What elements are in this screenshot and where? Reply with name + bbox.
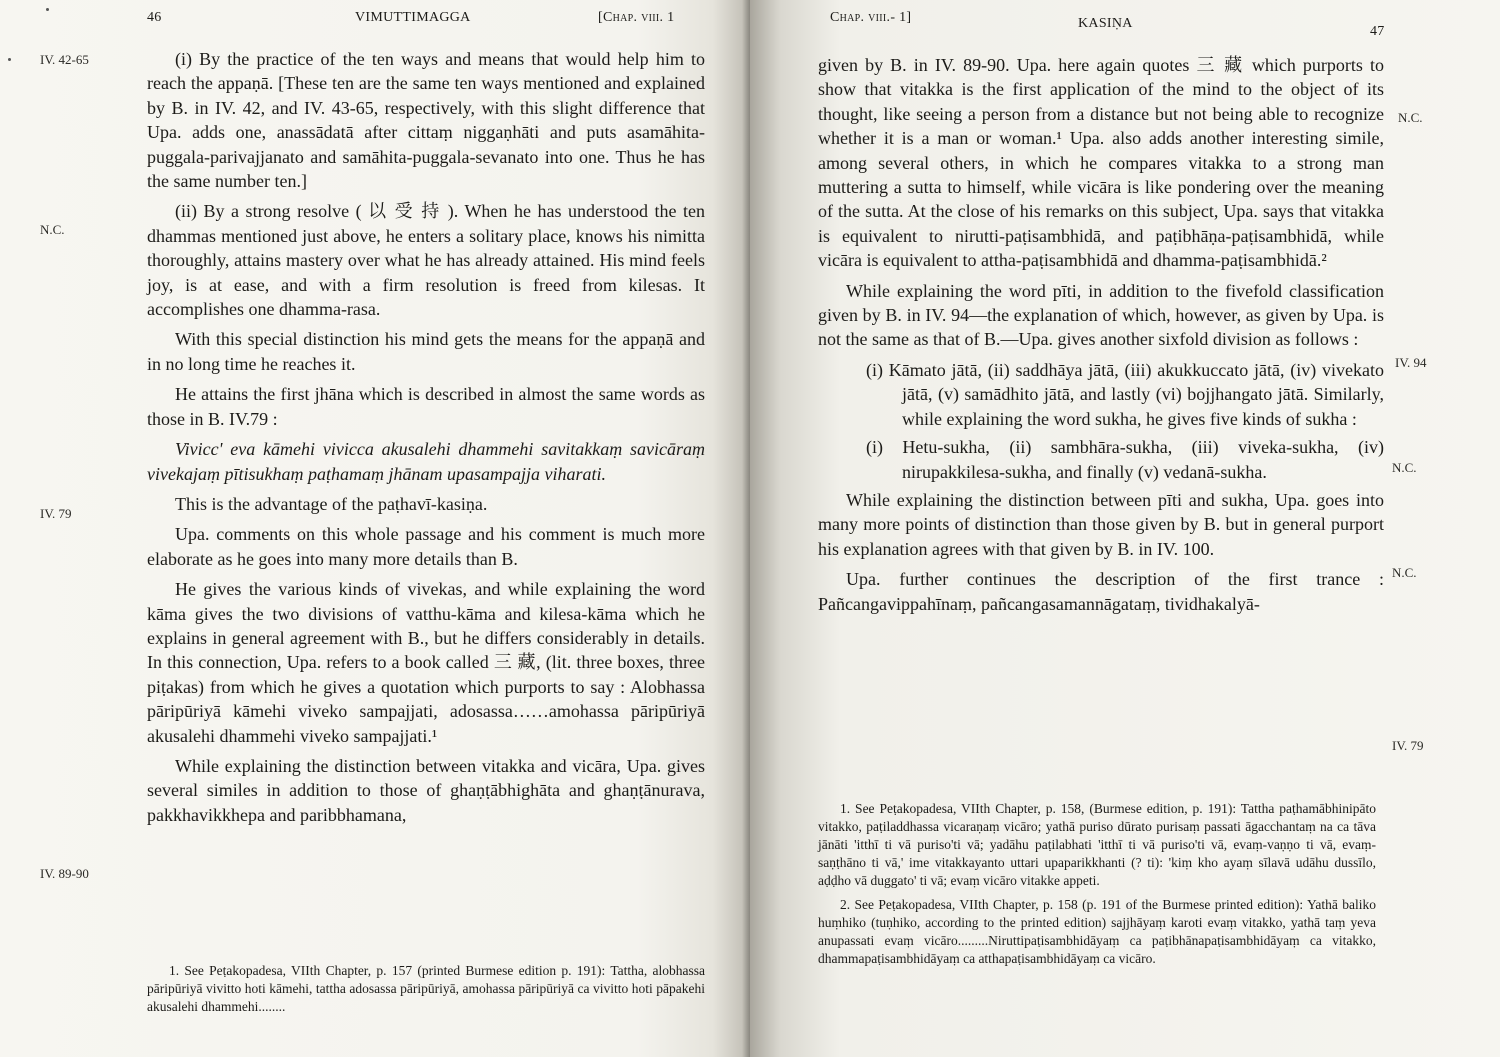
margin-note: N.C. xyxy=(1398,110,1423,125)
right-body-text xyxy=(818,53,1384,622)
page-speck xyxy=(8,58,11,61)
paragraph: While explaining the word pīti, in addition to the fivefold classification given by B. in IV. 94—the explanation of which, however, as given by Upa. is not the same as that of B.—Upa. gives another sixfold division as follows : xyxy=(818,280,1384,350)
list-paragraph: (i) Kāmato jātā, (ii) saddhāya jātā, (iii) akukkuccato jātā, (iv) vivekato jātā, (v) samādhito jātā, and lastly (vi) bojjhangato jātā. Similarly, while explaining the word sukha, he gives five kinds of sukha : xyxy=(866,359,1384,429)
margin-note: N.C. xyxy=(1392,460,1417,475)
right-running-chapter: Chap. viii.- 1] xyxy=(830,10,912,25)
margin-note: IV. 42-65 xyxy=(40,52,89,67)
paragraph: While explaining the distinction between vitakka and vicāra, Upa. gives several similes in addition to those of ghaṇṭābhighāta and ghaṇṭānurava, pakkhavikkhepa and paribbhamana, xyxy=(147,755,705,825)
left-page-number: 46 xyxy=(147,10,162,25)
paragraph: (ii) By a strong resolve ( 以 受 持 ). When he has understood the ten dhammas mentioned just above, he enters a solitary place, knows his nimitta thoroughly, attains mastery over what he has already attained. His mind feels joy, is at ease, and with a firm resolution is freed from kilesas. It accomplishes one dhamma-rasa. xyxy=(147,201,705,320)
right-page-number: 47 xyxy=(1370,24,1385,39)
margin-note: IV. 79 xyxy=(40,506,72,521)
paragraph: While explaining the distinction between pīti and sukha, Upa. goes into many more points of distinction than those given by B. but in general purport his explanation agrees with that given by B. in IV. 100. xyxy=(818,489,1384,559)
left-running-title: VIMUTTIMAGGA xyxy=(355,10,471,25)
paragraph: Upa. comments on this whole passage and his comment is much more elaborate as he goes into many more details than B. xyxy=(147,524,705,569)
paragraph: He gives the various kinds of vivekas, and while explaining the word kāma gives the two divisions of vatthu-kāma and kilesa-kāma which he explains in general agreement with B., but he differs considerably in details. In this connection, Upa. refers to a book called 三 藏, (lit. three boxes, three piṭakas) from which he gives a quotation which purports to say : Alobhassa pāripūriyā kāmehi viveko sampajjati, adosassa……amohassa pāripūriyā akusalehi dhammehi viveko sampajjati.¹ xyxy=(147,579,705,746)
footnote: 1. See Peṭakopadesa, VIIth Chapter, p. 157 (printed Burmese edition p. 191): Tattha, alobhassa pāripūriyā vivitto hoti kāmehi, tattha adosassa pāripūriyā, amohassa pāripūriyā ca vivitto hoti pāpakehi akusalehi dhammehi........ xyxy=(147,963,705,1014)
list-paragraph: (i) Hetu-sukha, (ii) sambhāra-sukha, (iii) viveka-sukha, (iv) nirupakkilesa-sukha, and finally (v) vedanā-sukha. xyxy=(866,437,1384,482)
paragraph: This is the advantage of the paṭhavī-kasiṇa. xyxy=(175,493,488,514)
right-running-title: KASIṆA xyxy=(1078,16,1133,31)
page-speck xyxy=(46,8,49,11)
left-body-text xyxy=(147,47,705,833)
paragraph: Upa. further continues the description of the first trance : Pañcangavippahīnaṃ, pañcangasamannāgataṃ, tividhakalyā- xyxy=(818,569,1384,614)
paragraph: given by B. in IV. 89-90. Upa. here again quotes 三 藏 which purports to show that vitakka is the first application of the mind to the object of its thought, like seeing a person from a distance but not being able to recognize whether it is a man or woman.¹ Upa. also adds another interesting simile, among several others, in which he compares vitakka to a strong man muttering a sutta to himself, while vicāra is like pondering over the meaning of the sutta. At the close of his remarks on this subject, Upa. says that vitakka is equivalent to nirutti-paṭisambhidā, and paṭibhāṇa-paṭisambhidā, while vicāra is equivalent to attha-paṭisambhidā and dhamma-paṭisambhidā.² xyxy=(818,55,1384,271)
pali-quotation: Vivicc' eva kāmehi vivicca akusalehi dhammehi savitakkaṃ savicāraṃ vivekajaṃ pītisukhaṃ paṭhamaṃ jhānam upasampajja viharati. xyxy=(147,439,705,484)
paragraph: (i) By the practice of the ten ways and means that would help him to reach the appaṇā. [These ten are the same ten ways mentioned and explained by B. in IV. 42, and IV. 43-65, respectively, with this slight difference that Upa. adds one, anassādatā after cittaṃ niggaṇhāti and puts asamāhita-puggala-parivajjanato and samāhita-puggala-sevanato into one. Thus he has the same number ten.] xyxy=(147,49,705,192)
left-running-chapter: [Chap. viii. 1 xyxy=(598,10,675,25)
right-footnotes xyxy=(818,800,1376,974)
footnote: 2. See Peṭakopadesa, VIIth Chapter, p. 158 (p. 191 of the Burmese printed edition): Yathā baliko huṃhiko (tuṇhiko, according to the printed edition) sajjhāyaṃ karoti evaṃ vitakko, yathā taṃ yeva anupassati evaṃ vicāro.........Niruttipaṭisambhidāyaṃ ca paṭibhānapaṭisambhidāyaṃ ca vitakko, dhammapaṭisambhidāyaṃ ca atthapaṭisambhidāyaṃ ca vicāro. xyxy=(818,897,1376,966)
paragraph: With this special distinction his mind gets the means for the appaṇā and in no long time he reaches it. xyxy=(147,329,705,374)
margin-note: N.C. xyxy=(1392,565,1417,580)
margin-note: IV. 89-90 xyxy=(40,866,89,881)
left-footnotes xyxy=(147,962,705,1022)
margin-note: IV. 94 xyxy=(1395,355,1427,370)
margin-note: IV. 79 xyxy=(1392,738,1424,753)
footnote: 1. See Peṭakopadesa, VIIth Chapter, p. 158, (Burmese edition, p. 191): Tattha paṭhamābhinipāto vitakko, paṭiladdhassa vicaraṇaṃ vicāro; yathā puriso dūrato purisaṃ passati āgacchantaṃ na ca tāva jānāti 'itthī ti vā puriso'ti vā; yadāhu paṭilabhati 'itthī ti vā puriso'ti vā, evaṃ-vaṇṇo ti vā, evaṃ-saṇṭhāno ti vā,' ime vitakkayanto uttari upaparikkhanti (? ti): 'kiṃ kho ayaṃ sīlavā udāhu dussīlo, aḍḍho vā duggato' ti vā; evaṃ vicāro vitakke appeti. xyxy=(818,801,1376,888)
margin-note: N.C. xyxy=(40,222,65,237)
paragraph: He attains the first jhāna which is described in almost the same words as those in B. IV.79 : xyxy=(147,384,705,429)
